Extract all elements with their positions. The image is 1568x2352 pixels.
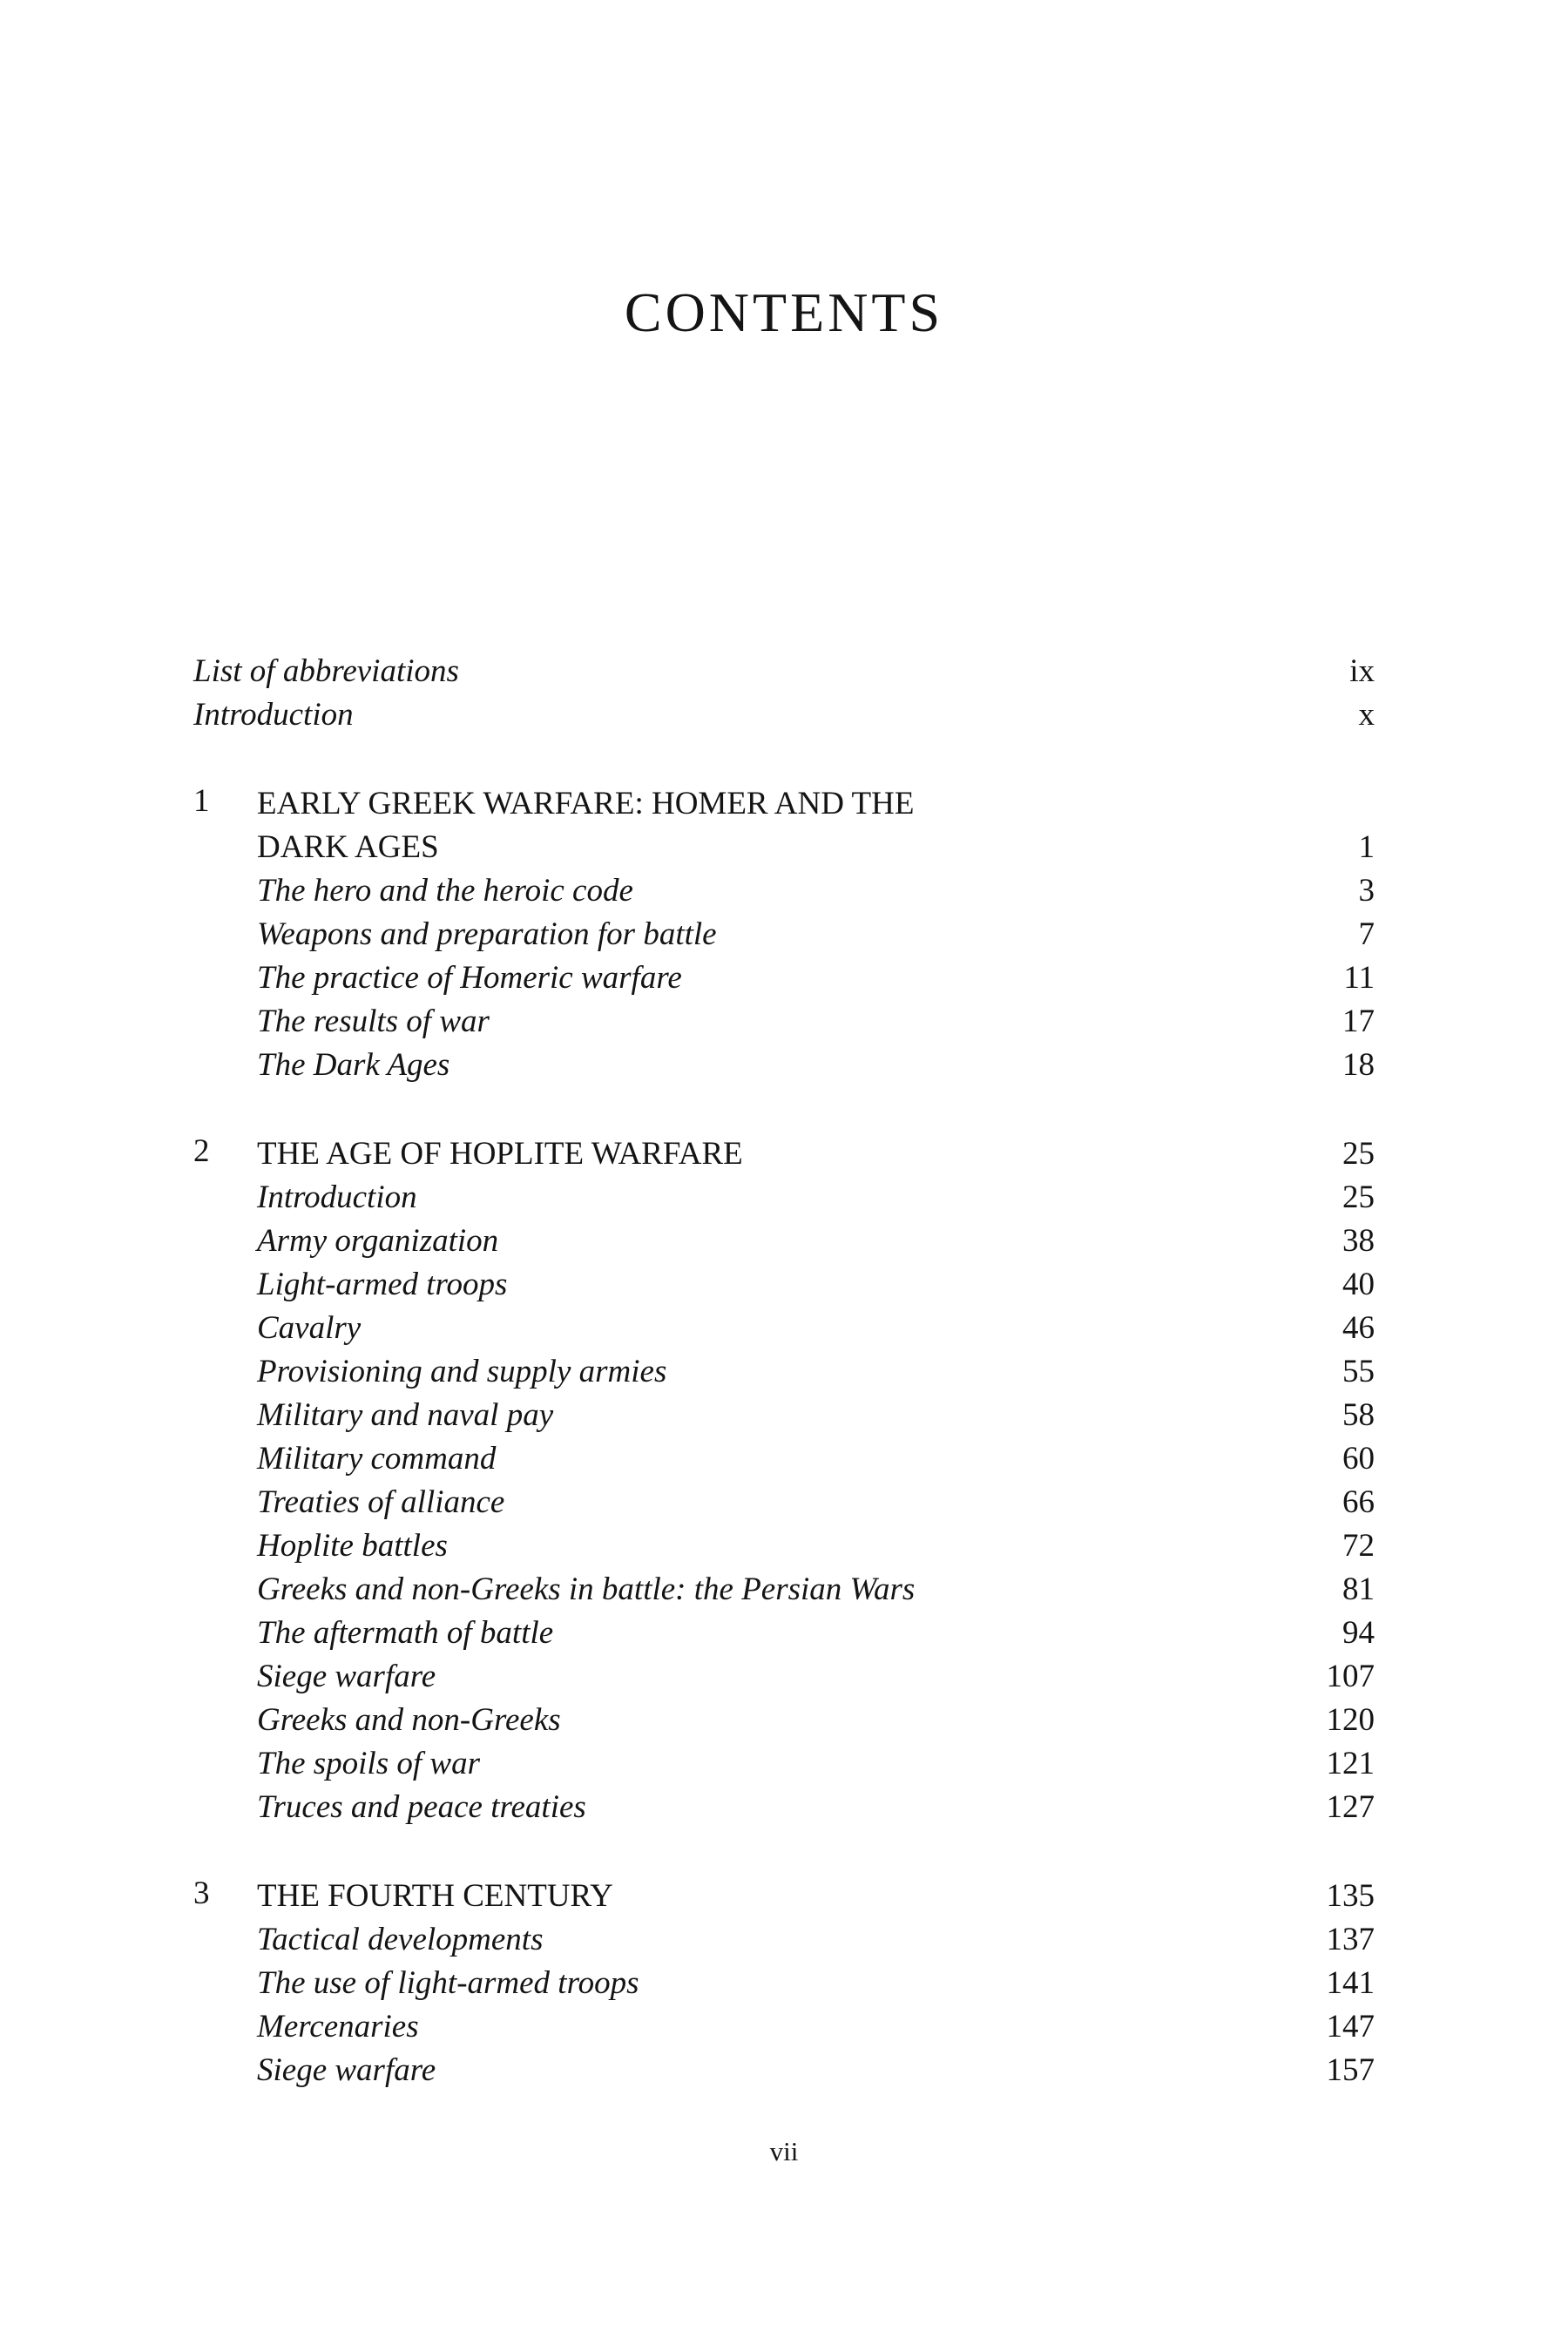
toc-entry-page: 107 [1326,1659,1375,1694]
chapter-title-block [257,1132,1375,1176]
toc-entry-page: 7 [1358,916,1375,952]
folio-page-number: vii [769,2136,799,2166]
toc-entry-page: 157 [1326,2052,1375,2088]
chapter [193,1875,1375,2092]
chapter-sections [193,869,1375,1087]
toc-entry-page: 147 [1326,2009,1375,2044]
toc-entry-label: Army organization [257,1223,499,1259]
toc-entry-label: Truces and peace treaties [257,1789,586,1825]
toc-entry-label: Military and naval pay [257,1397,554,1433]
toc-entry [193,1307,1375,1350]
toc-entry-label: The use of light-armed troops [257,1965,639,2001]
chapter-heading [193,1132,1375,1176]
chapter-title: EARLY GREEK WARFARE: HOMER AND THE [257,786,915,821]
toc-entry [193,1481,1375,1524]
toc-entry-label: Provisioning and supply armies [257,1354,667,1389]
toc-entry-label: Greeks and non-Greeks in battle: the Persian Wars [257,1571,916,1607]
toc-entry-label: The results of war [257,1004,490,1039]
toc-entry-page: 11 [1343,960,1375,996]
toc-entry-label: Siege warfare [257,1659,436,1694]
toc-entry [193,1612,1375,1655]
chapter-sections [193,1918,1375,2092]
toc-entry [193,693,1375,737]
toc-entry-page: 127 [1326,1789,1375,1825]
toc-entry-page: 3 [1358,873,1375,909]
toc-entry [193,1786,1375,1829]
toc-entry [193,1962,1375,2005]
toc-entry-label: Hoplite battles [257,1528,448,1564]
chapter-page: 135 [1326,1878,1375,1914]
toc-entry-page: 58 [1342,1397,1375,1433]
toc-entry-label: The Dark Ages [257,1047,450,1083]
chapter-title-block [257,1875,1375,1918]
toc-entry [193,1263,1375,1307]
toc-entry [193,1742,1375,1786]
toc-entry-label: The aftermath of battle [257,1615,554,1651]
toc-entry [193,1437,1375,1481]
toc-entry [193,1000,1375,1044]
chapter-number: 1 [193,783,210,819]
toc-entry [193,1350,1375,1394]
toc-entry-page: 120 [1326,1702,1375,1738]
toc-entry-label: Tactical developments [257,1922,544,1957]
toc-entry [193,1699,1375,1742]
toc-entry [193,913,1375,956]
toc-entry-label: Treaties of alliance [257,1484,505,1520]
chapter-number: 2 [193,1133,210,1169]
toc-entry-page: 17 [1342,1004,1375,1039]
chapter-page: 1 [1358,829,1375,865]
toc-entry-label: Siege warfare [257,2052,436,2088]
chapter-title: THE AGE OF HOPLITE WARFARE [257,1136,743,1172]
toc-entry-label: The hero and the heroic code [257,873,633,909]
toc-entry-label: Mercenaries [257,2009,419,2044]
toc-entry-label: Introduction [257,1179,417,1215]
chapter-title-block [257,782,1375,869]
table-of-contents [193,650,1375,2092]
toc-entry [193,1918,1375,1962]
toc-entry-page: 66 [1342,1484,1375,1520]
toc-entry-label: Light-armed troops [257,1267,508,1302]
toc-entry-page: 46 [1342,1310,1375,1346]
chapter-heading [193,1875,1375,1918]
chapter-number: 3 [193,1876,210,1911]
toc-entry [193,1176,1375,1220]
toc-entry-page: 38 [1342,1223,1375,1259]
toc-entry-label: Greeks and non-Greeks [257,1702,561,1738]
toc-entry-page: 40 [1342,1267,1375,1302]
chapter-heading [193,782,1375,869]
toc-entry [193,869,1375,913]
chapter-title: THE FOURTH CENTURY [257,1878,613,1914]
toc-entry-page: 81 [1342,1571,1375,1607]
toc-entry-page: 137 [1326,1922,1375,1957]
chapter [193,782,1375,1087]
chapter-sections [193,1176,1375,1829]
page-title: CONTENTS [624,281,944,343]
toc-entry-page: ix [1349,653,1375,689]
toc-entry-page: 60 [1342,1441,1375,1477]
toc-entry-page: 25 [1342,1179,1375,1215]
toc-entry [193,2005,1375,2049]
toc-entry [193,650,1375,693]
toc-entry-label: List of abbreviations [193,653,459,689]
toc-entry-label: Weapons and preparation for battle [257,916,717,952]
toc-entry-page: 94 [1342,1615,1375,1651]
toc-entry-label: Cavalry [257,1310,362,1346]
toc-entry [193,1044,1375,1087]
toc-entry [193,1655,1375,1699]
chapter-title-continued: DARK AGES [257,829,439,865]
toc-entry-label: Military command [257,1441,497,1477]
toc-entry [193,956,1375,1000]
toc-entry-page: 55 [1342,1354,1375,1389]
toc-entry [193,2049,1375,2092]
toc-entry-page: 141 [1326,1965,1375,2001]
toc-entry-label: The practice of Homeric warfare [257,960,682,996]
toc-entry-page: 72 [1342,1528,1375,1564]
toc-entry-label: The spoils of war [257,1746,480,1781]
toc-entry [193,1524,1375,1568]
toc-entry-page: x [1358,697,1375,733]
toc-entry-label: Introduction [193,697,354,733]
toc-entry [193,1568,1375,1612]
toc-entry-page: 18 [1342,1047,1375,1083]
chapter [193,1132,1375,1829]
toc-entry-page: 121 [1326,1746,1375,1781]
toc-entry [193,1394,1375,1437]
chapter-page: 25 [1342,1136,1375,1172]
toc-entry [193,1220,1375,1263]
